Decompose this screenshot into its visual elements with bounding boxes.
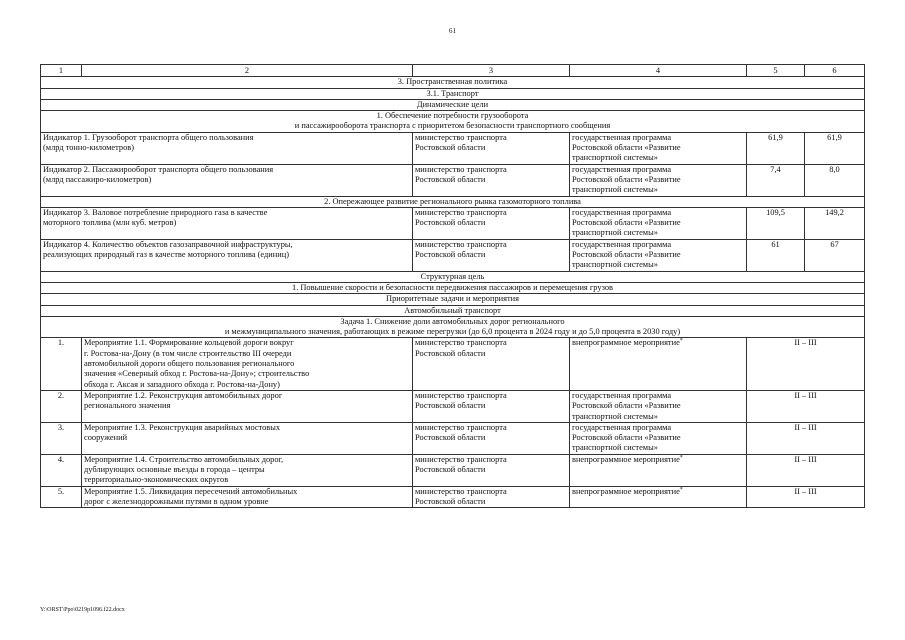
- footnote-mark: *: [679, 338, 683, 345]
- program: государственная программа Ростовской области «Развитие транспортной системы»: [570, 390, 747, 422]
- goal-group-title: Приоритетные задачи и мероприятия: [41, 294, 865, 305]
- responsible-org: министерство транспорта Ростовской области: [413, 422, 570, 454]
- indicator-name: Индикатор 1. Грузооборот транспорта общего пользования (млрд тонно-километров): [41, 132, 413, 164]
- goal-title-line: 1. Обеспечение потребности грузооборота: [376, 111, 529, 121]
- indicator-name: Индикатор 4. Количество объектов газозаправочной инфраструктуры, реализующих природный газ в качестве моторного топлива (единиц): [41, 239, 413, 271]
- column-header: 4: [570, 65, 747, 77]
- file-path-footer: Y:\ORST\Ppo\0219p1096.f22.docx: [40, 607, 125, 613]
- stage: II – III: [747, 390, 865, 422]
- value-col5: 109,5: [747, 207, 805, 239]
- subsection-title: Автомобильный транспорт: [41, 305, 865, 316]
- indicator-name: Индикатор 3. Валовое потребление природного газа в качестве моторного топлива (млн куб. метров): [41, 207, 413, 239]
- measure-name: Мероприятие 1.5. Ликвидация пересечений автомобильных дорог с железнодорожными путями в одном уровне: [82, 486, 413, 508]
- measure-name: Мероприятие 1.3. Реконструкция аварийных мостовых сооружений: [82, 422, 413, 454]
- table-row: [41, 132, 865, 164]
- task-title-line: и межмуниципального значения, работающих в режиме перегрузки (до 6,0 процента в 2024 году и до 5,0 процента в 2030 году): [224, 327, 681, 337]
- row-number: 1.: [41, 338, 82, 390]
- goal-group-title: Структурная цель: [41, 271, 865, 282]
- table-row: [41, 422, 865, 454]
- goal-title-line: и пассажирооборота транспорта с приоритетом безопасности транспортного сообщения: [294, 121, 611, 131]
- responsible-org: министерство транспорта Ростовской области: [413, 486, 570, 508]
- program: государственная программа Ростовской области «Развитие транспортной системы»: [570, 207, 747, 239]
- program: государственная программа Ростовской области «Развитие транспортной системы»: [570, 132, 747, 164]
- stage: II – III: [747, 422, 865, 454]
- page-number: 61: [449, 27, 456, 35]
- value-col5: 61: [747, 239, 805, 271]
- task-title-line: Задача 1. Снижение доли автомобильных дорог регионального: [340, 316, 565, 326]
- column-header: 5: [747, 65, 805, 77]
- column-header: 6: [805, 65, 865, 77]
- value-col5: 7,4: [747, 164, 805, 196]
- strategy-table: [40, 64, 865, 508]
- goal-title: [41, 111, 865, 133]
- measure-name: Мероприятие 1.1. Формирование кольцевой дороги вокруг г. Ростова-на-Дону (в том числе строительство III очереди автомобильной дороги общего пользования регионального значения «Северный обход г. Ростова-на-Дону»; строительство обхода г. Аксая и западного обхода г. Ростова-на-Дону): [82, 338, 413, 390]
- measure-name: Мероприятие 1.2. Реконструкция автомобильных дорог регионального значения: [82, 390, 413, 422]
- task-title: [41, 316, 865, 338]
- table-row: [41, 164, 865, 196]
- program: внепрограммное мероприятие*: [570, 486, 747, 508]
- footnote-mark: *: [679, 486, 683, 493]
- value-col6: 8,0: [805, 164, 865, 196]
- table-row: [41, 207, 865, 239]
- row-number: 5.: [41, 486, 82, 508]
- value-col6: 67: [805, 239, 865, 271]
- value-col6: 61,9: [805, 132, 865, 164]
- table-row: [41, 454, 865, 486]
- stage: II – III: [747, 486, 865, 508]
- program: внепрограммное мероприятие*: [570, 454, 747, 486]
- program: государственная программа Ростовской области «Развитие транспортной системы»: [570, 239, 747, 271]
- responsible-org: министерство транспорта Ростовской области: [413, 454, 570, 486]
- indicator-name: Индикатор 2. Пассажирооборот транспорта общего пользования (млрд пассажиро-километров): [41, 164, 413, 196]
- row-number: 3.: [41, 422, 82, 454]
- row-number: 2.: [41, 390, 82, 422]
- responsible-org: министерство транспорта Ростовской области: [413, 338, 570, 390]
- column-header: 2: [82, 65, 413, 77]
- value-col6: 149,2: [805, 207, 865, 239]
- goal-group-title: Динамические цели: [41, 99, 865, 110]
- subsection-title: 3.1. Транспорт: [41, 88, 865, 99]
- row-number: 4.: [41, 454, 82, 486]
- program: внепрограммное мероприятие*: [570, 338, 747, 390]
- column-header-row: [41, 65, 865, 77]
- responsible-org: министерство транспорта Ростовской области: [413, 132, 570, 164]
- table-row: [41, 486, 865, 508]
- program: государственная программа Ростовской области «Развитие транспортной системы»: [570, 164, 747, 196]
- stage: II – III: [747, 338, 865, 390]
- responsible-org: министерство транспорта Ростовской области: [413, 239, 570, 271]
- measure-name: Мероприятие 1.4. Строительство автомобильных дорог, дублирующих основные въезды в города – центры территориально-экономических округов: [82, 454, 413, 486]
- stage: II – III: [747, 454, 865, 486]
- table-row: [41, 338, 865, 390]
- table-row: [41, 390, 865, 422]
- table-row: [41, 239, 865, 271]
- responsible-org: министерство транспорта Ростовской области: [413, 164, 570, 196]
- value-col5: 61,9: [747, 132, 805, 164]
- goal-title: 2. Опережающее развитие регионального рынка газомоторного топлива: [41, 196, 865, 207]
- footnote-mark: *: [679, 454, 683, 461]
- section-title: 3. Пространственная политика: [41, 77, 865, 88]
- responsible-org: министерство транспорта Ростовской области: [413, 207, 570, 239]
- column-header: 3: [413, 65, 570, 77]
- column-header: 1: [41, 65, 82, 77]
- goal-title: 1. Повышение скорости и безопасности передвижения пассажиров и перемещения грузов: [41, 282, 865, 293]
- program: государственная программа Ростовской области «Развитие транспортной системы»: [570, 422, 747, 454]
- responsible-org: министерство транспорта Ростовской области: [413, 390, 570, 422]
